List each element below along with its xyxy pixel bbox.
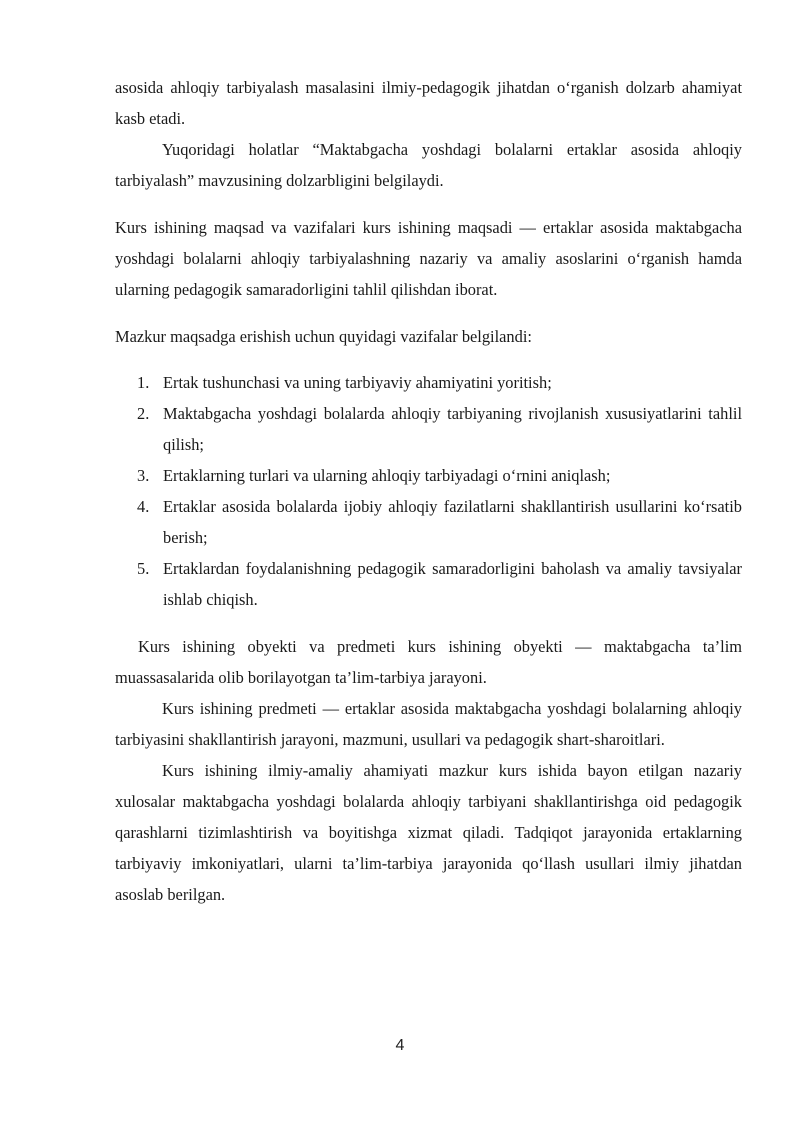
tasks-list — [115, 367, 742, 615]
paragraph-object: Kurs ishining obyekti va predmeti kurs ishining obyekti — maktabgacha ta’lim muassasalarida olib borilayotgan ta’lim-tarbiya jarayoni. — [115, 637, 742, 687]
paragraph-tasks-intro: Mazkur maqsadga erishish uchun quyidagi vazifalar belgilandi: — [115, 327, 532, 346]
paragraph-topic-relevance: Yuqoridagi holatlar “Maktabgacha yoshdagi bolalarni ertaklar asosida ahloqiy tarbiyalash” mavzusining dolzarbligini belgilaydi. — [115, 140, 742, 190]
list-item — [115, 367, 742, 398]
list-item-text: Ertaklarning turlari va ularning ahloqiy tarbiyadagi o‘rnini aniqlash; — [163, 466, 611, 485]
list-item-number: 2. — [137, 404, 150, 423]
paragraph-continuation: asosida ahloqiy tarbiyalash masalasini ilmiy-pedagogik jihatdan o‘rganish dolzarb ahamiyat kasb etadi. — [115, 78, 742, 128]
paragraph-significance: Kurs ishining ilmiy-amaliy ahamiyati mazkur kurs ishida bayon etilgan nazariy xulosalar maktabgacha yoshdagi bolalarda ahloqiy tarbiyani shakllantirishga oid pedagogik qarashlarni tizimlashtirish va boyitishga xizmat qiladi. Tadqiqot jarayonida ertaklarning tarbiyaviy imkoniyatlari, ularni ta’lim-tarbiya jarayonida qo‘llash usullari ilmiy jihatdan asoslab berilgan. — [115, 761, 742, 904]
list-item-number: 5. — [137, 559, 150, 578]
list-item — [115, 553, 742, 615]
paragraph-subject: Kurs ishining predmeti — ertaklar asosida maktabgacha yoshdagi bolalarning ahloqiy tarbiyasini shakllantirish jarayoni, mazmuni, usullari va pedagogik shart-sharoitlari. — [115, 699, 742, 749]
list-item-text: Ertaklardan foydalanishning pedagogik samaradorligini baholash va amaliy tavsiyalar ishlab chiqish. — [163, 559, 742, 609]
list-item-number: 1. — [137, 373, 150, 392]
paragraph-goal: Kurs ishining maqsad va vazifalari kurs ishining maqsadi — ertaklar asosida maktabgacha yoshdagi bolalarni ahloqiy tarbiyalashning nazariy va amaliy asoslarini o‘rganish hamda ularning pedagogik samaradorligini tahlil qilishdan iborat. — [115, 218, 742, 299]
list-item-text: Ertaklar asosida bolalarda ijobiy ahloqiy fazilatlarni shakllantirish usullarini ko‘rsatib berish; — [163, 497, 742, 547]
list-item — [115, 491, 742, 553]
list-item-text: Ertak tushunchasi va uning tarbiyaviy ahamiyatini yoritish; — [163, 373, 552, 392]
document-page — [115, 72, 742, 910]
page-number: 4 — [395, 1037, 405, 1054]
list-item-number: 3. — [137, 466, 150, 485]
list-item — [115, 460, 742, 491]
list-item-text: Maktabgacha yoshdagi bolalarda ahloqiy tarbiyaning rivojlanish xususiyatlarini tahlil qilish; — [163, 404, 742, 454]
list-item — [115, 398, 742, 460]
list-item-number: 4. — [137, 497, 150, 516]
